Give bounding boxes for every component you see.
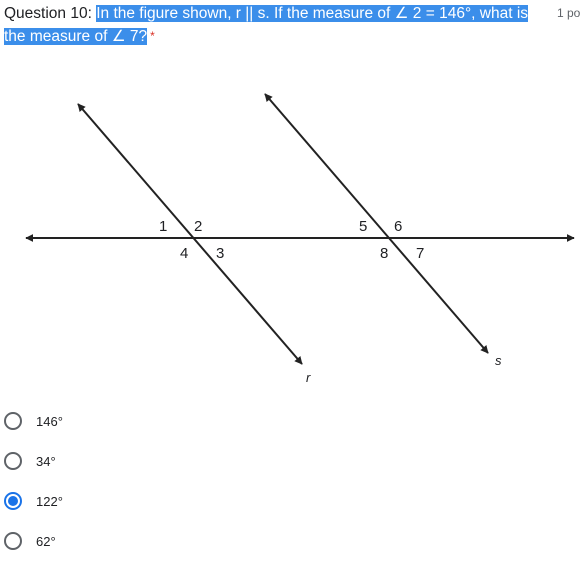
radio-dot (8, 496, 18, 506)
angle-label-7: 7 (416, 245, 425, 262)
points-label: 1 po (557, 6, 580, 20)
radio-button[interactable] (4, 412, 22, 430)
angle-label-1: 1 (159, 218, 168, 235)
option-34[interactable] (4, 446, 56, 476)
angle-label-5: 5 (359, 218, 368, 235)
option-146[interactable] (4, 406, 63, 436)
option-label: 146° (36, 413, 63, 429)
angle-label-8: 8 (380, 245, 389, 262)
question-body-line1: In the figure shown, r || s. If the measure of ∠ 2 = 146°, what is (96, 5, 529, 22)
line-label-s: s (495, 353, 502, 368)
radio-button[interactable] (4, 452, 22, 470)
line-r (78, 104, 302, 364)
question-body-line2: the measure of ∠ 7? (4, 28, 148, 45)
angle-label-6: 6 (394, 218, 403, 235)
required-asterisk: * (150, 29, 155, 43)
question-prefix: Question 10: (4, 5, 92, 22)
line-s (265, 94, 488, 353)
option-62[interactable] (4, 526, 56, 556)
angle-label-3: 3 (216, 245, 225, 262)
option-label: 34° (36, 453, 56, 469)
angle-label-4: 4 (180, 245, 189, 262)
option-label: 62° (36, 533, 56, 549)
option-122[interactable] (4, 486, 63, 516)
radio-button[interactable] (4, 532, 22, 550)
parallel-lines-figure (0, 80, 580, 390)
line-label-r: r (306, 370, 311, 385)
option-label: 122° (36, 493, 63, 509)
question-text (4, 2, 549, 48)
angle-label-2: 2 (194, 218, 203, 235)
radio-button-selected[interactable] (4, 492, 22, 510)
